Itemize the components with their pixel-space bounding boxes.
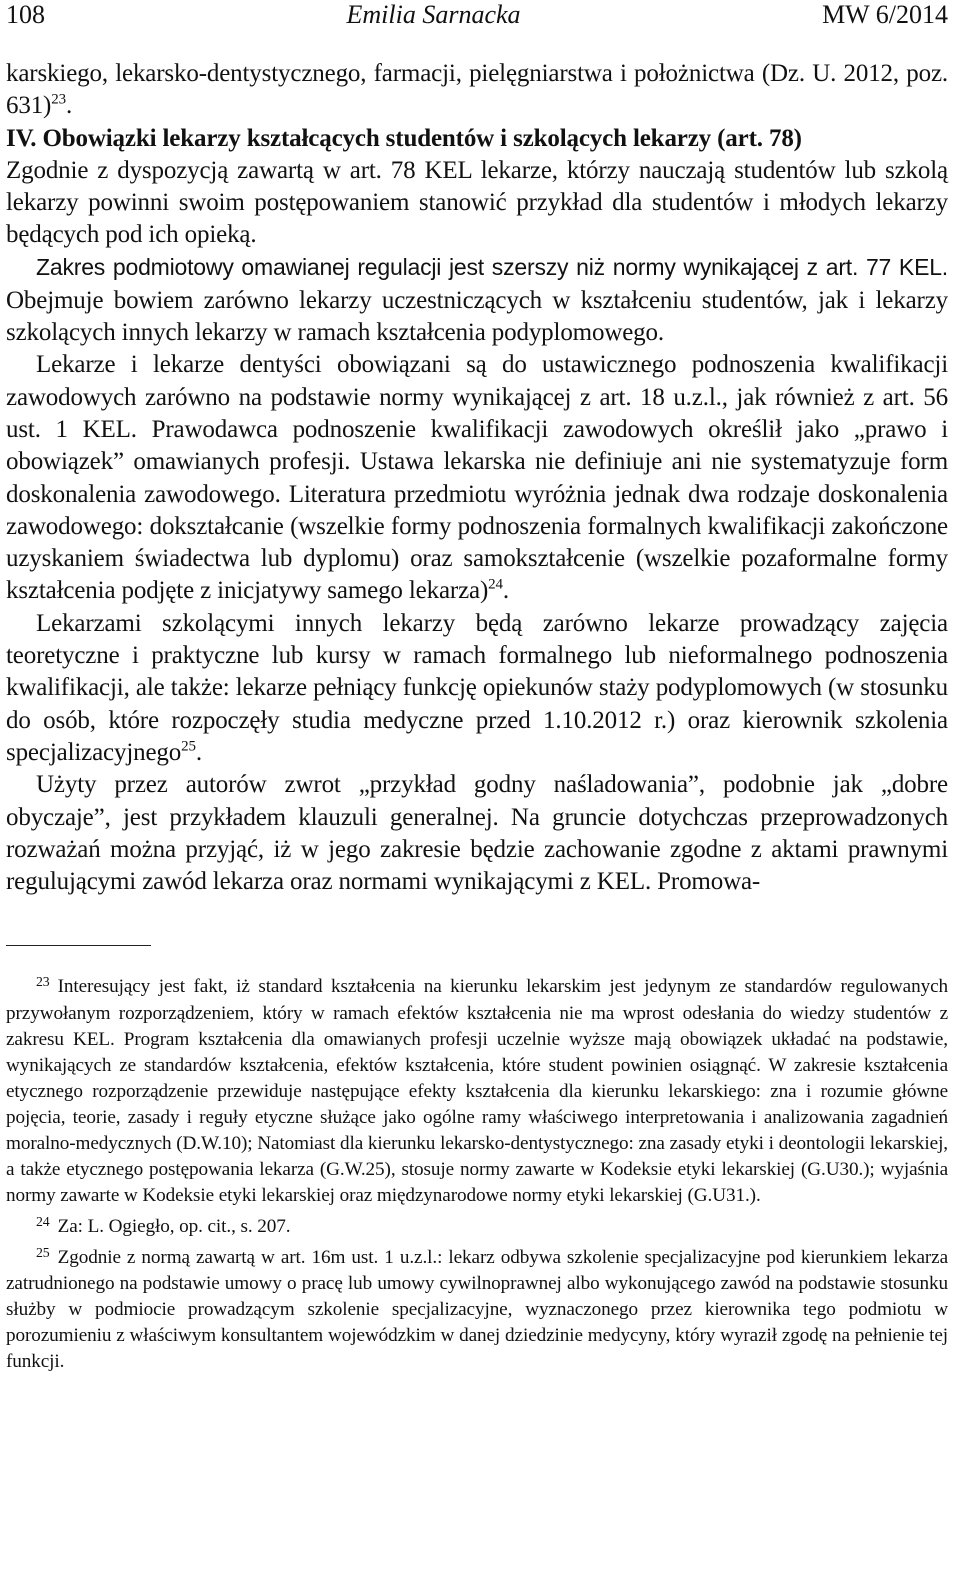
intro-paragraph — [6, 58, 948, 123]
footnote-text: Za: L. Ogiegło, op. cit., s. 207. — [57, 1215, 291, 1237]
paragraph-2-sans: Zakres podmiotowy omawianej regulacji jest szerszy niż normy wynikającej z art. 77 KEL. — [36, 254, 948, 281]
footnote-text: Zgodnie z normą zawartą w art. 16m ust. 1 u.z.l.: lekarz odbywa szkolenie specjalizacyjne pod kierunkiem lekarza zatrudnionego na podstawie umowy o pracę lub umowy cywilnoprawnej albo wykonującego zawód na podstawie stosunku służby w podmiocie prowadzącym szkolenie specjalizacyjne, wyznaczonego przez kierownika tego podmiotu w porozumieniu z właściwym konsultantem wojewódzkim w danej dziedzinie medycyny, który wyraził zgodę na pełnienie tej funkcji. — [6, 1247, 948, 1373]
paragraph-2 — [6, 251, 948, 349]
footnotes — [6, 969, 948, 1375]
footnote-23 — [6, 969, 948, 1208]
running-author: Emilia Sarnacka — [346, 0, 521, 29]
footnote-25 — [6, 1240, 948, 1375]
intro-text: karskiego, lekarsko-dentystycznego, farmacji, pielęgniarstwa i położnictwa (Dz. U. 2012, poz. 631) — [6, 60, 948, 120]
footnote-24 — [6, 1209, 948, 1240]
paragraph-3-text: Lekarze i lekarze dentyści obowiązani są do ustawicznego podnoszenia kwalifikacji zawodowych zarówno na podstawie normy wynikającej z art. 18 u.z.l., jak również z art. 56 ust. 1 KEL. Prawodawca podnoszenie kwalifikacji zawodowych określił jako „prawo i obowiązek” omawianych profesji. Ustawa lekarska nie definiuje ani nie systematyzuje form doskonalenia zawodowego. Literatura przedmiotu wyróżnia jednak dwa rodzaje doskonalenia zawodowego: dokształcanie (wszelkie formy podnoszenia formalnych kwalifikacji zakończone uzyskaniem świadectwa lub dyplomu) oraz samokształcenie (wszelkie pozaformalne formy kształcenia podjęte z inicjatywy samego lekarza) — [6, 351, 948, 605]
footnote-text: Interesujący jest fakt, iż standard kształcenia na kierunku lekarskim jest jedynym ze standardów regulowanych przywołanym rozporządzeniem, który w ramach efektów kształcenia nie ma wprost odesłania do wiedzy studentów z zakresu KEL. Program kształcenia dla omawianych profesji uczelnie wyższe mają obowiązek układać na podstawie, wynikających ze standardów kształcenia, efektów kształcenia, które student powinien osiągnąć. W zakresie kształcenia etycznego rozporządzenie przewiduje następujące efekty kształcenia dla kierunku lekarskiego: zna i rozumie główne pojęcia, teorie, zasady i reguły etyczne służące jako ogólne ramy właściwego interpretowania i analizowania zagadnień moralno-medycznych (D.W.10); Natomiast dla kierunku lekarsko-dentystycznego: zna zasady etyki i deontologii lekarskiej, a także etycznego postępowania lekarza (G.W.25), stosuje normy zawarte w Kodeksie etyki lekarskiej (G.U30.); wyjaśnia normy zawarte w Kodeksie etyki lekarskiej oraz międzynarodowe normy etyki lekarskiej (G.U31.). — [6, 976, 948, 1206]
footnote-number: 24 — [36, 1213, 50, 1229]
paragraph-4 — [6, 608, 948, 769]
footnote-ref-23[interactable]: 23 — [51, 91, 66, 108]
section-heading: IV. Obowiązki lekarzy kształcących studentów i szkolących lekarzy (art. 78) — [6, 124, 802, 152]
footnote-number: 23 — [36, 974, 50, 990]
paragraph-5: Użyty przez autorów zwrot „przykład godny naśladowania”, podobnie jak „dobre obyczaje”, jest przykładem klauzuli generalnej. Na gruncie dotychczas przeprowadzonych rozważań można przyjąć, iż w jego zakresie będzie zachowanie zgodne z aktami prawnymi regulującymi zawód lekarza oraz normami wynikającymi z KEL. Promowa- — [6, 771, 948, 896]
footnote-separator — [6, 945, 151, 946]
running-header — [6, 0, 948, 58]
journal-issue: MW 6/2014 — [822, 0, 948, 29]
paragraph-4-text: Lekarzami szkolącymi innych lekarzy będą zarówno lekarze prowadzący zajęcia teoretyczne i praktyczne lub kursy w ramach formalnego lub nieformalnego podnoszenia kwalifikacji, ale także: lekarze pełniący funkcję opiekunów staży podyplomowych (w stosunku do osób, które rozpoczęły studia medyczne przed 1.10.2012 r.) oraz kierownik szkolenia specjalizacyjnego — [6, 609, 948, 766]
paragraph-3 — [6, 349, 948, 607]
page-number: 108 — [6, 0, 45, 29]
footnote-ref-25[interactable]: 25 — [181, 738, 196, 755]
paragraph-1: Zgodnie z dyspozycją zawartą w art. 78 KEL lekarze, którzy nauczają studentów lub szkolą lekarzy powinni swoim postępowaniem stanowić przykład dla studentów i młodych lekarzy będących pod ich opieką. — [6, 156, 948, 249]
paragraph-4-end: . — [195, 738, 202, 766]
footnote-ref-24[interactable]: 24 — [488, 577, 503, 594]
paragraph-3-end: . — [502, 577, 509, 605]
paragraph-2-rest: Obejmuje bowiem zarówno lekarzy uczestniczących w kształceniu studentów, jak i lekarzy szkolących innych lekarzy w ramach kształcenia podyplomowego. — [6, 286, 948, 347]
intro-end: . — [65, 92, 73, 120]
main-text — [6, 58, 948, 898]
footnote-number: 25 — [36, 1244, 50, 1260]
